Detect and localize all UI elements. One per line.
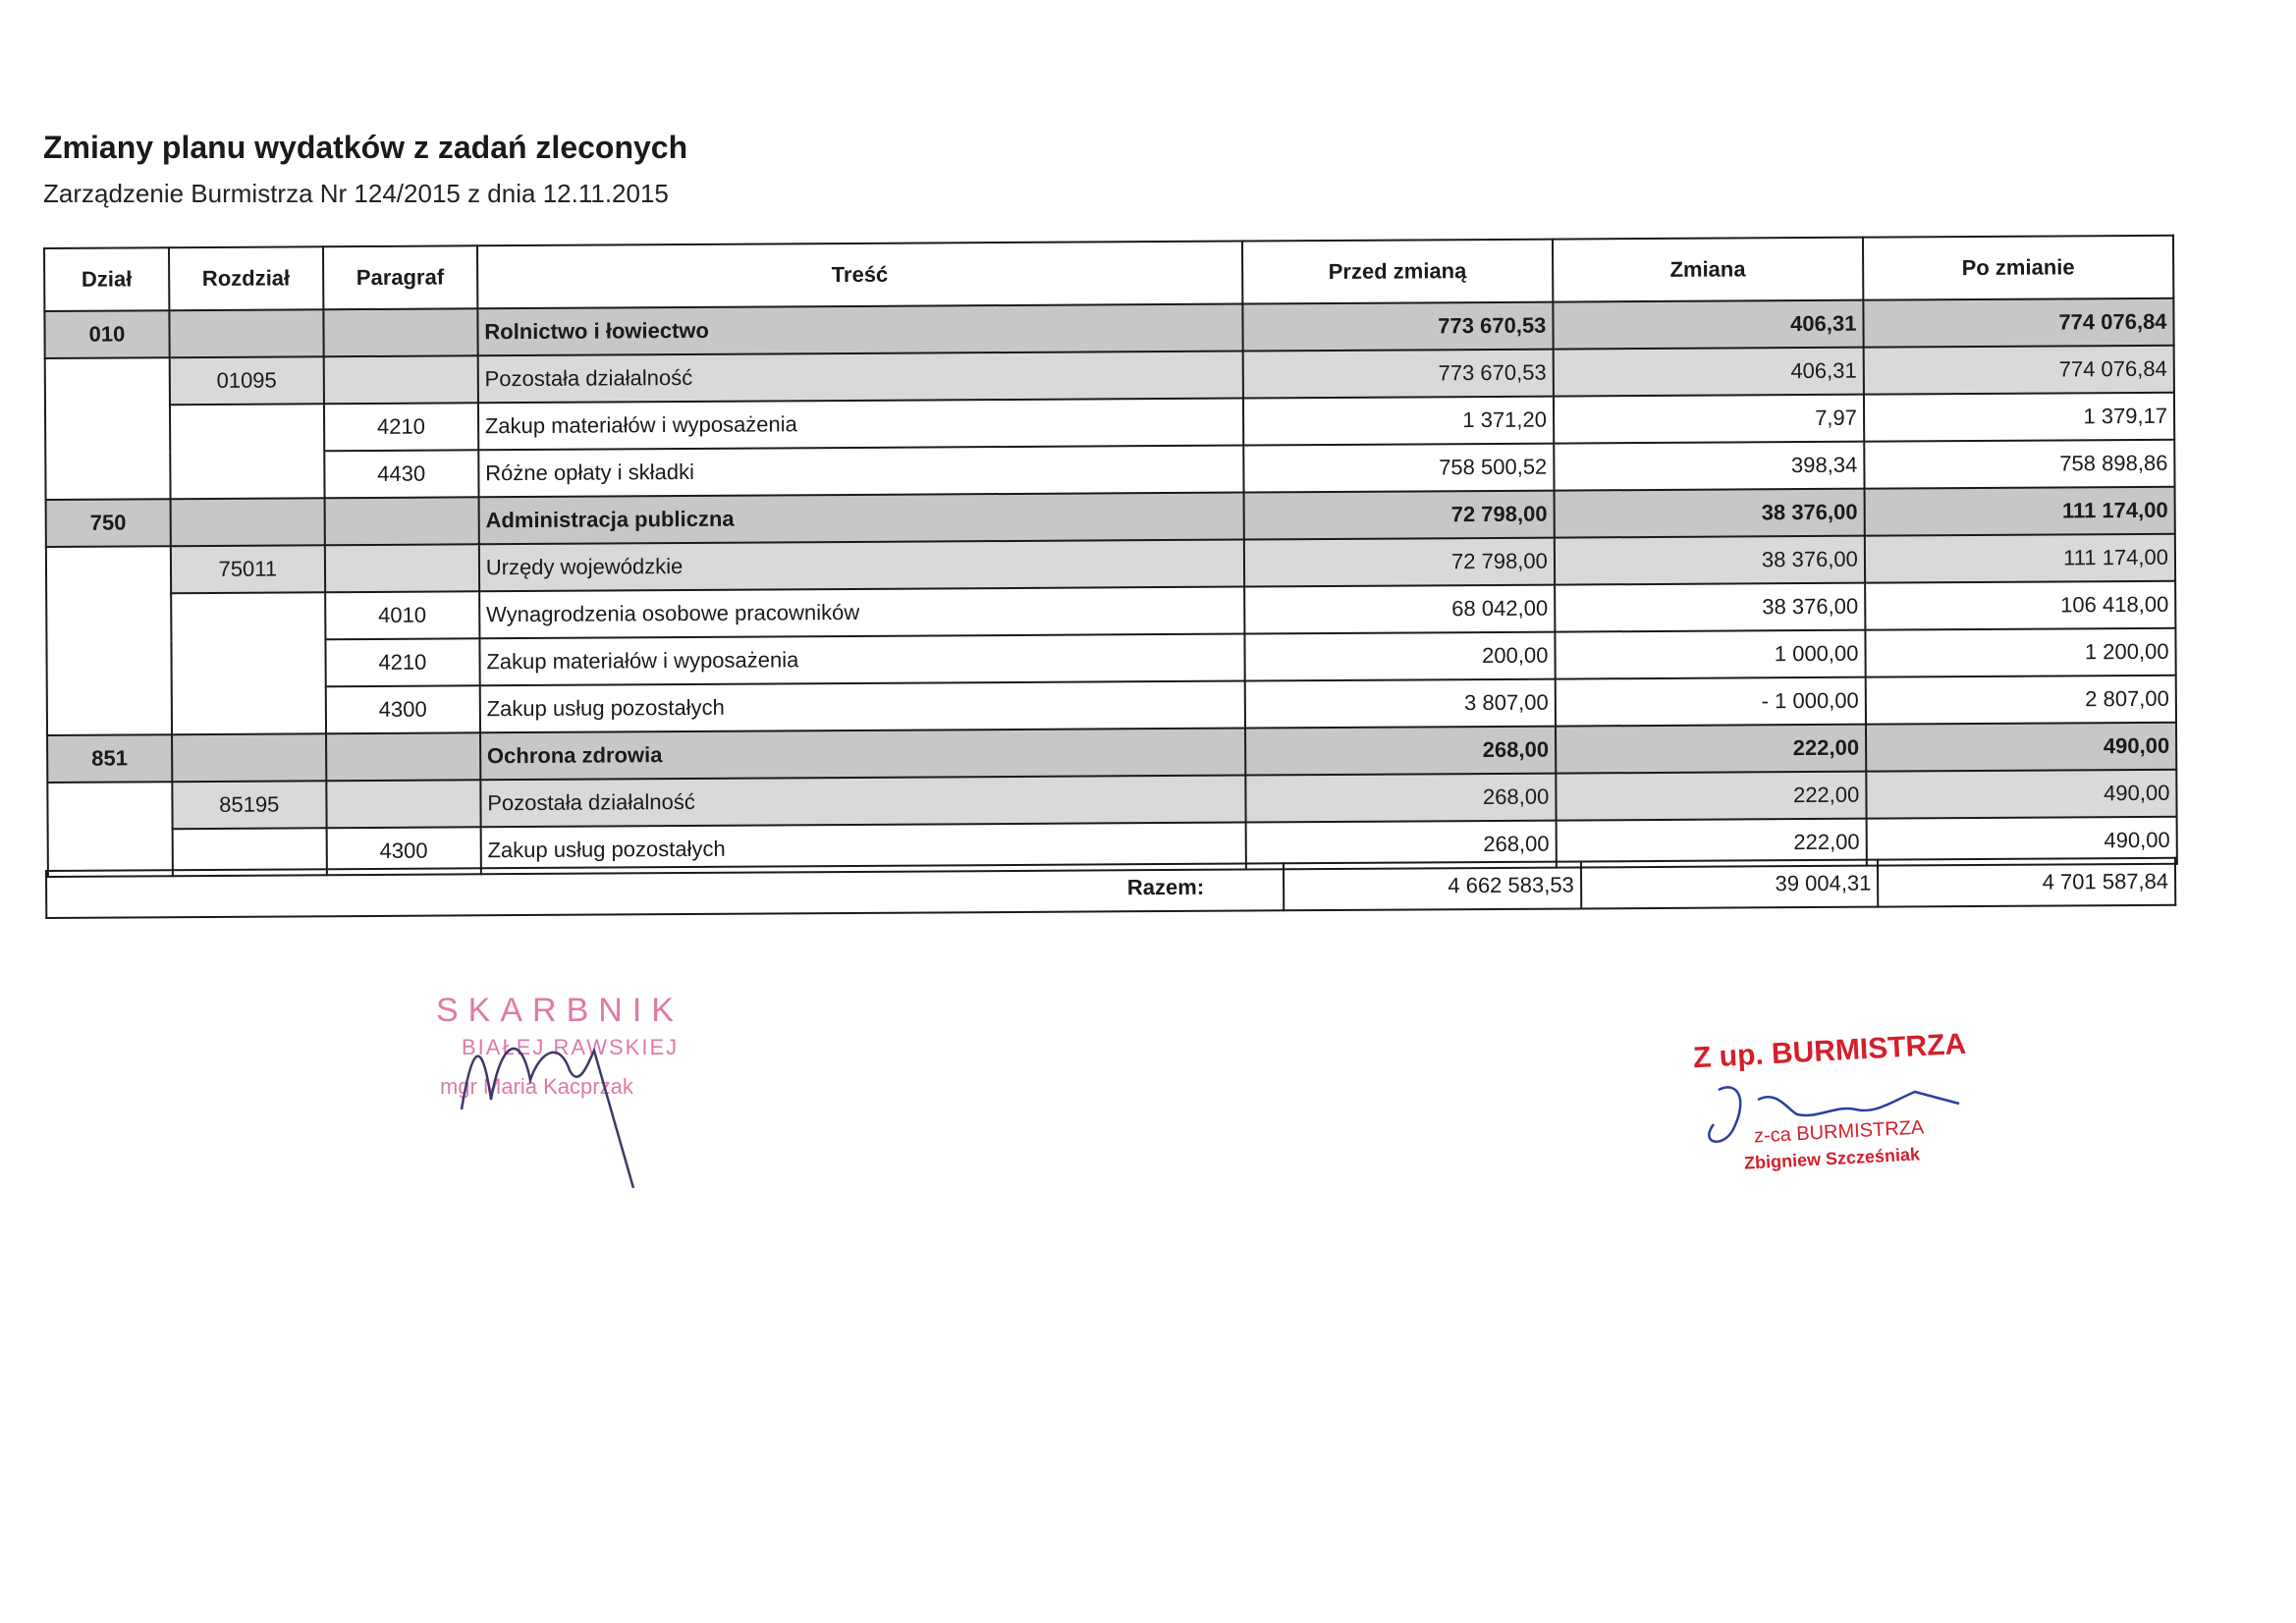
column-header-po-zmianie: Po zmianie bbox=[1863, 236, 2173, 300]
cell-zmiana: 38 376,00 bbox=[1555, 536, 1865, 585]
cell-po: 1 379,17 bbox=[1864, 393, 2174, 442]
cell-tresc: Wynagrodzenia osobowe pracowników bbox=[479, 587, 1244, 639]
cell-przed: 72 798,00 bbox=[1243, 491, 1554, 540]
cell-tresc: Ochrona zdrowia bbox=[480, 729, 1245, 781]
cell-paragraf bbox=[325, 544, 479, 592]
total-przed: 4 662 583,53 bbox=[1284, 861, 1581, 910]
cell-tresc: Różne opłaty i składki bbox=[478, 446, 1243, 498]
cell-rozdzial bbox=[172, 733, 326, 782]
cell-po: 1 200,00 bbox=[1865, 628, 2175, 677]
cell-tresc: Zakup materiałów i wyposażenia bbox=[479, 634, 1244, 686]
cell-zmiana: 406,31 bbox=[1553, 300, 1863, 350]
cell-po: 774 076,84 bbox=[1863, 298, 2173, 348]
cell-zmiana: 222,00 bbox=[1556, 725, 1866, 774]
cell-tresc: Pozostała działalność bbox=[477, 352, 1242, 404]
cell-przed: 1 371,20 bbox=[1243, 397, 1554, 446]
mayor-signature-icon bbox=[1679, 1021, 2013, 1188]
cell-tresc: Zakup usług pozostałych bbox=[480, 681, 1245, 733]
cell-dzial bbox=[47, 782, 172, 877]
total-po: 4 701 587,84 bbox=[1878, 858, 2175, 907]
cell-zmiana: 222,00 bbox=[1556, 819, 1866, 868]
cell-zmiana: - 1 000,00 bbox=[1556, 677, 1866, 727]
cell-zmiana: 38 376,00 bbox=[1555, 583, 1865, 632]
cell-tresc: Urzędy wojewódzkie bbox=[479, 540, 1244, 592]
mayor-stamp-role: z-ca BURMISTRZA bbox=[1753, 1116, 1925, 1148]
cell-tresc: Zakup materiałów i wyposażenia bbox=[478, 399, 1243, 451]
column-header-tresc: Treść bbox=[477, 242, 1242, 309]
cell-zmiana: 38 376,00 bbox=[1554, 489, 1864, 538]
treasurer-stamp bbox=[422, 992, 697, 1188]
mayor-stamp-name: Zbigniew Szcześniak bbox=[1743, 1144, 1921, 1173]
column-header-rozdzial: Rozdział bbox=[169, 246, 323, 310]
cell-tresc: Rolnictwo i łowiectwo bbox=[477, 304, 1242, 356]
cell-paragraf bbox=[323, 355, 477, 404]
cell-tresc: Pozostała działalność bbox=[480, 776, 1245, 828]
cell-zmiana: 222,00 bbox=[1556, 772, 1866, 821]
cell-paragraf: 4430 bbox=[324, 450, 478, 498]
cell-przed: 268,00 bbox=[1245, 727, 1556, 776]
cell-paragraf bbox=[326, 780, 480, 828]
cell-paragraf: 4210 bbox=[325, 638, 479, 686]
cell-paragraf: 4010 bbox=[325, 591, 479, 639]
treasurer-stamp-city: BIAŁEJ RAWSKIEJ bbox=[462, 1035, 680, 1059]
cell-zmiana: 7,97 bbox=[1554, 395, 1864, 444]
cell-paragraf: 4300 bbox=[326, 827, 480, 875]
cell-tresc: Administracja publiczna bbox=[478, 493, 1243, 545]
cell-rozdzial: 01095 bbox=[170, 356, 324, 405]
total-label: Razem: bbox=[46, 863, 1284, 918]
cell-przed: 72 798,00 bbox=[1244, 538, 1555, 587]
mayor-stamp bbox=[1679, 1021, 2013, 1188]
cell-po: 490,00 bbox=[1866, 723, 2176, 772]
cell-zmiana: 398,34 bbox=[1554, 442, 1864, 491]
cell-zmiana: 406,31 bbox=[1554, 348, 1864, 397]
total-zmiana: 39 004,31 bbox=[1581, 860, 1879, 909]
cell-po: 490,00 bbox=[1866, 770, 2176, 819]
cell-po: 106 418,00 bbox=[1865, 581, 2175, 630]
expenditure-table bbox=[43, 235, 2178, 878]
column-header-dzial: Dział bbox=[44, 247, 169, 311]
column-header-zmiana: Zmiana bbox=[1553, 238, 1863, 302]
column-header-przed-zmiana: Przed zmianą bbox=[1242, 240, 1553, 304]
cell-rozdzial bbox=[171, 592, 326, 734]
cell-zmiana: 1 000,00 bbox=[1555, 630, 1865, 679]
cell-paragraf: 4300 bbox=[326, 685, 480, 733]
cell-przed: 773 670,53 bbox=[1242, 350, 1553, 399]
cell-przed: 268,00 bbox=[1245, 774, 1556, 823]
cell-paragraf bbox=[326, 732, 480, 781]
cell-dzial bbox=[45, 357, 171, 500]
cell-rozdzial bbox=[170, 404, 325, 499]
cell-paragraf bbox=[323, 308, 477, 356]
cell-po: 774 076,84 bbox=[1864, 346, 2174, 395]
page-title: Zmiany planu wydatków z zadań zleconych bbox=[43, 130, 688, 165]
cell-paragraf bbox=[324, 497, 478, 545]
cell-po: 758 898,86 bbox=[1864, 440, 2174, 489]
cell-tresc: Zakup usług pozostałych bbox=[480, 823, 1245, 875]
treasurer-signature-icon bbox=[422, 992, 697, 1188]
cell-paragraf: 4210 bbox=[324, 403, 478, 451]
cell-po: 111 174,00 bbox=[1864, 487, 2174, 536]
cell-przed: 758 500,52 bbox=[1243, 444, 1554, 493]
cell-przed: 200,00 bbox=[1244, 632, 1555, 681]
cell-rozdzial bbox=[170, 498, 324, 546]
cell-dzial: 010 bbox=[44, 310, 169, 358]
cell-przed: 3 807,00 bbox=[1245, 679, 1556, 729]
cell-przed: 268,00 bbox=[1245, 821, 1556, 870]
cell-po: 490,00 bbox=[1866, 817, 2176, 866]
page-subtitle: Zarządzenie Burmistrza Nr 124/2015 z dnia 12.11.2015 bbox=[43, 179, 669, 208]
cell-po: 2 807,00 bbox=[1866, 676, 2176, 725]
cell-przed: 773 670,53 bbox=[1242, 302, 1553, 352]
cell-dzial bbox=[46, 546, 172, 735]
mayor-stamp-title: Z up. BURMISTRZA bbox=[1692, 1027, 1967, 1075]
cell-rozdzial bbox=[169, 309, 323, 357]
treasurer-stamp-title: SKARBNIK bbox=[436, 992, 683, 1029]
cell-dzial: 750 bbox=[46, 499, 171, 547]
treasurer-stamp-name: mgr Maria Kacprzak bbox=[440, 1074, 633, 1099]
column-header-paragraf: Paragraf bbox=[323, 245, 477, 309]
cell-po: 111 174,00 bbox=[1865, 534, 2175, 583]
cell-dzial: 851 bbox=[47, 734, 172, 783]
cell-przed: 68 042,00 bbox=[1244, 585, 1555, 634]
cell-rozdzial: 85195 bbox=[172, 781, 326, 829]
cell-rozdzial: 75011 bbox=[171, 545, 325, 593]
